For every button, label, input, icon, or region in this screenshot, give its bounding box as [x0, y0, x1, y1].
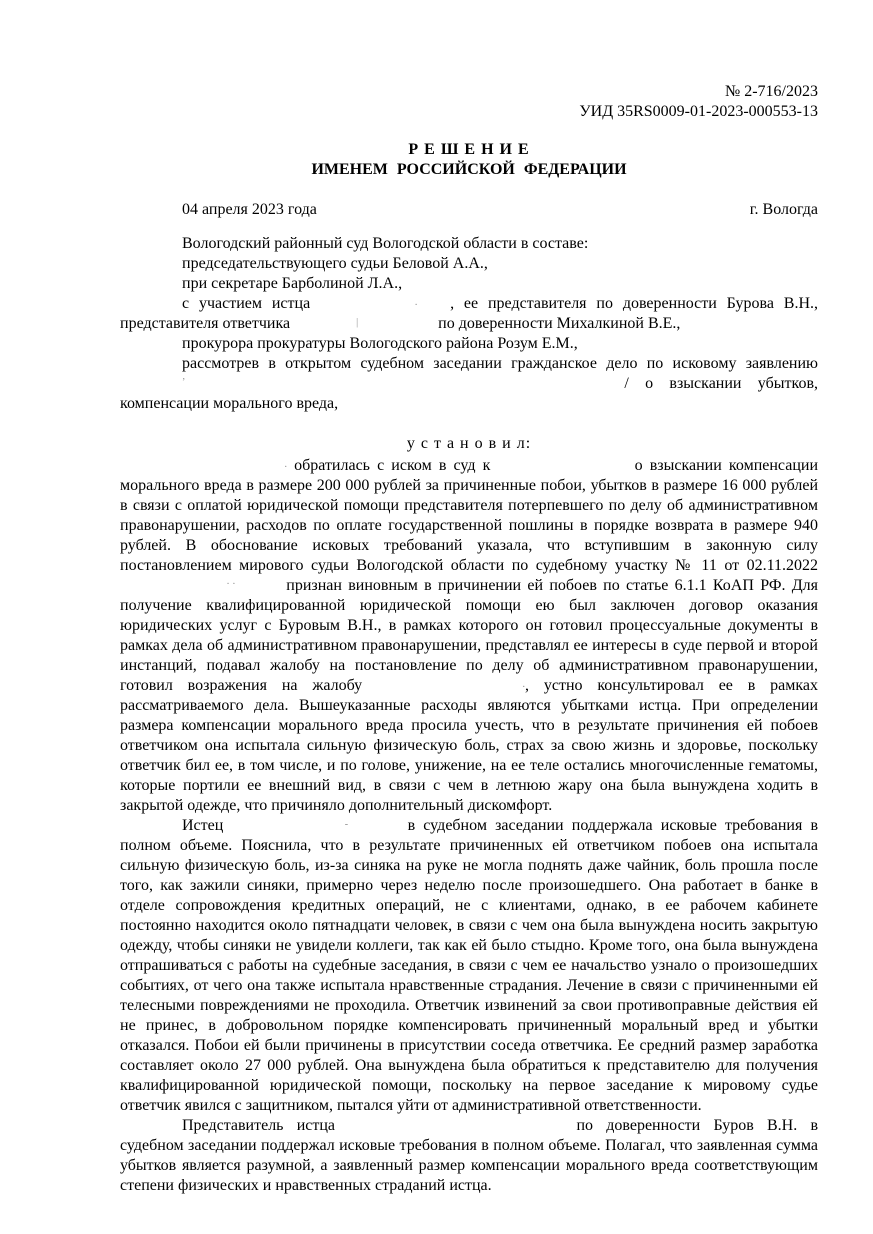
paragraph: . обратилась с иском в суд к о взыскании компенсации морального вреда в размере 200 000 рублей за причиненные побои, убытков в размере 16 000 рублей в связи с оплатой юридической помощи представителя потерпевшего по делу об административном правонарушении, расходов по оплате государственной пошлины в порядке возврата в размере 940 рублей. В обоснование исковых требований указала, что вступившим в законную силу постановлением мирового судьи Вологодской области по судебному участку № 11 от 02.11.2022 · · признан виновным в причинении ей побоев по статье 6.1.1 КоАП РФ. Для получение квалифицированной юридической помощи ею был заключен договор оказания юридических услуг с Буровым В.Н., в рамках которого он готовил процессуальные документы в рамках дела об административном правонарушении, представлял ее интересы в суде первой и второй инстанций, подавал жалобу на постановление по делу об административном правонарушении, готовил возражения на жалобу ., устно консультировал ее в рамках рассматриваемого дела. Вышеуказанные расходы являются убытками истца. При определении размера компенсации морального вреда просила учесть, что в результате причинения ей побоев ответчиком она испытала сильную физическую боль, страх за свою жизнь и здоровье, поскольку ответчик бил ее, в том числе, и по голове, унижение, на ее теле остались многочисленные гематомы, которые портили ее внешний вид, в связи с чем в летнюю жару она была вынуждена ходить в закрытой одежде, что причиняло дополнительный дискомфорт. — [120, 457, 819, 814]
paragraph: Истец - в судебном заседании поддержала исковые требования в полном объеме. Пояснила, что в результате причиненных ей ответчиком побоев она испытала сильную физическую боль, из-за синяка на руке не могла поднять даже чайник, боль прошла после того, как зажили синяки, примерно через неделю после произошедшего. Она работает в банке в отделе сопровождения кредитных операций, не с клиентами, однако, в ее рабочем кабинете постоянно находится около пятнадцати человек, в связи с чем она была вынуждена носить закрытую одежду, чтобы синяки не увидели коллеги, так как ей было стыдно. Кроме того, она была вынуждена отпрашиваться с работы на судебные заседания, в связи с чем ее начальство узнало о произошедших событиях, от чего она также испытала нравственные страдания. Лечение в связи с причиненными ей телесными повреждениями не проходила. Ответчик извинений за свои противоправные действия ей не принес, в добровольном порядке компенсировать причиненный моральный вред и убытки отказался. Побои ей были причинены в присутствии соседа ответчика. Ее средний размер заработка составляет около 27 000 рублей. Она вынуждена была обратиться к представителю для получения квалифицированной юридической помощи, поскольку на первое заседание к мировому судье ответчик явился с защитником, пытался уйти от административной ответственности. — [120, 817, 818, 1114]
paragraph: прокурора прокуратуры Вологодского района Розум Е.М., — [182, 335, 578, 352]
paragraph: при секретаре Барболиной Л.А., — [182, 275, 403, 292]
redacted-gap: · · — [226, 580, 236, 590]
paragraph: председательствующего судьи Беловой А.А., — [182, 255, 488, 272]
redacted-gap: - — [344, 820, 349, 830]
case-number: № 2-716/2023 — [724, 83, 818, 100]
decision-title: Р Е Ш Е Н И Е — [408, 141, 530, 158]
decision-body-section — [120, 456, 818, 1196]
paragraph: Представитель истца по доверенности Буров В.Н. в судебном заседании поддержал исковые требования в полном объеме. Полагал, что заявленная сумма убытков является разумной, а заявленный размер компенсации морального вреда соответствующим степени физических и нравственных страданий истца. — [120, 1117, 818, 1194]
paragraph: Вологодский районный суд Вологодской области в составе: — [182, 235, 589, 252]
decision-subtitle: ИМЕНЕМ РОССИЙСКОЙ ФЕДЕРАЦИИ — [311, 161, 627, 178]
redacted-gap: . — [414, 298, 418, 308]
decision-city: г. Вологда — [749, 201, 818, 218]
paragraph: рассмотрев в открытом судебном заседании гражданское дело по исковому заявлению ’ / о взыскании убытков, компенсации морального вреда, — [120, 355, 818, 412]
document-header — [120, 82, 818, 122]
paragraph: с участием истца . , ее представителя по доверенности Бурова В.Н., представителя ответчика | по доверенности Михалкиной В.Е., — [120, 295, 819, 332]
redacted-gap: ’ — [182, 378, 186, 388]
case-uid: УИД 35RS0009-01-2023-000553-13 — [579, 103, 818, 120]
redacted-gap: | — [356, 318, 359, 328]
redacted-gap: . — [522, 680, 525, 690]
document-title-block — [120, 140, 818, 180]
court-composition-section — [120, 234, 818, 414]
date-city-row — [120, 200, 818, 220]
redacted-gap: . — [284, 460, 287, 470]
ruling-word: у с т а н о в и л: — [406, 435, 532, 452]
decision-date: 04 апреля 2023 года — [182, 201, 317, 218]
